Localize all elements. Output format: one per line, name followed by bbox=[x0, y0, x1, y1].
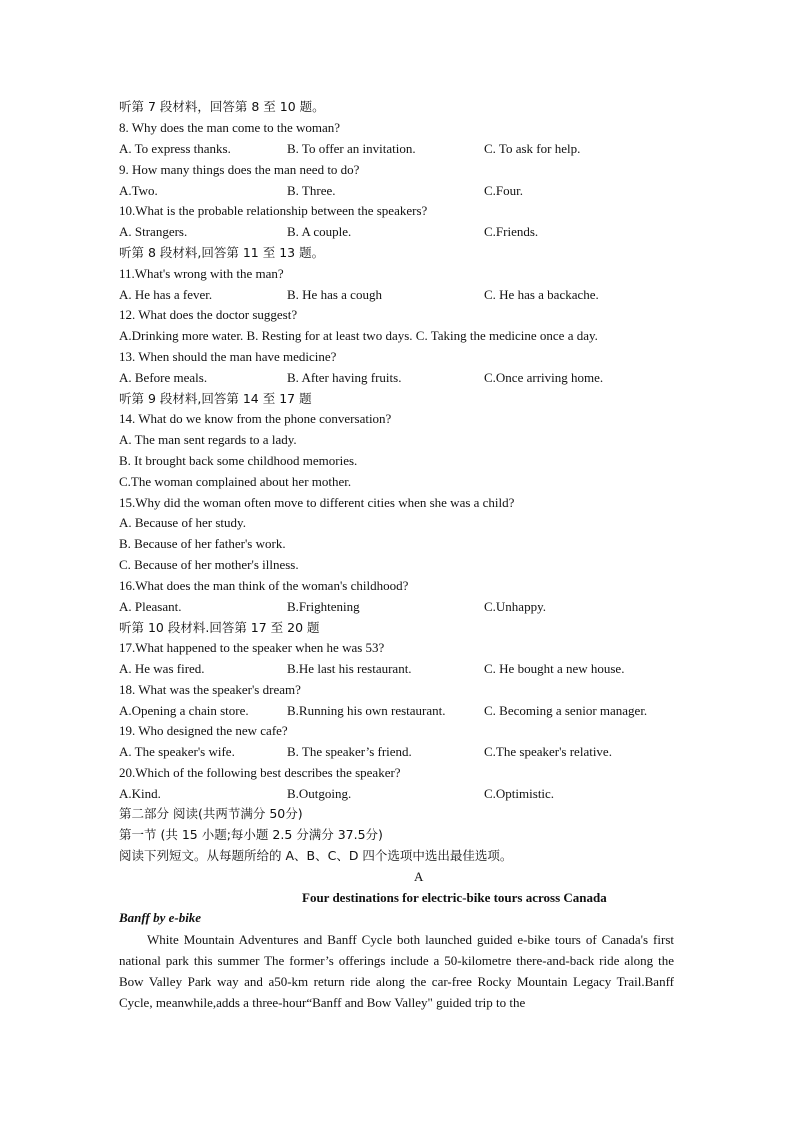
question-15: 15.Why did the woman often move to different cities when she was a child? bbox=[119, 495, 515, 510]
question-19: 19. Who designed the new cafe? bbox=[119, 723, 288, 738]
question-10: 10.What is the probable relationship between the speakers? bbox=[119, 203, 428, 218]
section-8-heading: 听第 8 段材料,回答第 11 至 13 题。 bbox=[119, 245, 325, 260]
q18-option-a: A.Opening a chain store. bbox=[119, 703, 249, 718]
q11-option-a: A. He has a fever. bbox=[119, 287, 213, 302]
part-2-heading: 第二部分 阅读(共两节满分 50分) bbox=[119, 806, 303, 821]
q13-option-b: B. After having fruits. bbox=[287, 370, 402, 385]
q19-option-b: B. The speaker’s friend. bbox=[287, 744, 412, 759]
q16-option-a: A. Pleasant. bbox=[119, 599, 182, 614]
section-7-heading: 听第 7 段材料，回答第 8 至 10 题。 bbox=[119, 99, 325, 114]
question-9: 9. How many things does the man need to do? bbox=[119, 162, 360, 177]
q17-option-a: A. He was fired. bbox=[119, 661, 205, 676]
question-18: 18. What was the speaker's dream? bbox=[119, 682, 301, 697]
q10-option-a: A. Strangers. bbox=[119, 224, 188, 239]
q19-option-c: C.The speaker's relative. bbox=[484, 744, 612, 759]
q18-option-c: C. Becoming a senior manager. bbox=[484, 703, 648, 718]
question-16: 16.What does the man think of the woman's childhood? bbox=[119, 578, 409, 593]
question-13: 13. When should the man have medicine? bbox=[119, 349, 337, 364]
q14-option-c: C.The woman complained about her mother. bbox=[119, 474, 352, 489]
q14-option-b: B. It brought back some childhood memories. bbox=[119, 453, 358, 468]
q12-options: A.Drinking more water. B. Resting for at least two days. C. Taking the medicine once a day. bbox=[119, 328, 598, 343]
q18-option-b: B.Running his own restaurant. bbox=[287, 703, 446, 718]
q8-option-a: A. To express thanks. bbox=[119, 141, 231, 156]
q19-option-a: A. The speaker's wife. bbox=[119, 744, 235, 759]
q17-option-c: C. He bought a new house. bbox=[484, 661, 625, 676]
section-9-heading: 听第 9 段材料,回答第 14 至 17 题 bbox=[119, 391, 312, 406]
q15-option-b: B. Because of her father's work. bbox=[119, 536, 286, 551]
q20-option-a: A.Kind. bbox=[119, 786, 161, 801]
q15-option-a: A. Because of her study. bbox=[119, 515, 246, 530]
q8-option-b: B. To offer an invitation. bbox=[287, 141, 416, 156]
question-14: 14. What do we know from the phone conversation? bbox=[119, 411, 392, 426]
passage-title: Four destinations for electric-bike tours across Canada bbox=[302, 890, 607, 905]
question-17: 17.What happened to the speaker when he was 53? bbox=[119, 640, 385, 655]
question-8: 8. Why does the man come to the woman? bbox=[119, 120, 341, 135]
q10-option-b: B. A couple. bbox=[287, 224, 352, 239]
passage-subhead: Banff by e-bike bbox=[119, 910, 202, 925]
q9-option-a: A.Two. bbox=[119, 183, 158, 198]
q11-option-b: B. He has a cough bbox=[287, 287, 382, 302]
reading-instruction: 阅读下列短文。从每题所给的 A、B、C、D 四个选项中选出最佳选项。 bbox=[119, 848, 513, 863]
q16-option-b: B.Frightening bbox=[287, 599, 360, 614]
passage-paragraph: White Mountain Adventures and Banff Cycle both launched guided e-bike tours of Canada's first national park this summer The former’s offerings include a 50-kilometre there-and-back ride along the Bow Valley Park way and a50-km return ride along the car-free Rocky Mountain Legacy Trail.Banff Cycle, meanwhile,adds a three-hour“Banff and Bow Valley" guided trip to the bbox=[119, 932, 674, 1010]
question-12: 12. What does the doctor suggest? bbox=[119, 307, 298, 322]
question-11: 11.What's wrong with the man? bbox=[119, 266, 284, 281]
q9-option-c: C.Four. bbox=[484, 183, 524, 198]
q13-option-a: A. Before meals. bbox=[119, 370, 208, 385]
q14-option-a: A. The man sent regards to a lady. bbox=[119, 432, 297, 447]
q20-option-b: B.Outgoing. bbox=[287, 786, 352, 801]
q9-option-b: B. Three. bbox=[287, 183, 336, 198]
question-20: 20.Which of the following best describes the speaker? bbox=[119, 765, 401, 780]
q16-option-c: C.Unhappy. bbox=[484, 599, 546, 614]
q8-option-c: C. To ask for help. bbox=[484, 141, 581, 156]
q15-option-c: C. Because of her mother's illness. bbox=[119, 557, 299, 572]
section-10-heading: 听第 10 段材料.回答第 17 至 20 题 bbox=[119, 620, 320, 635]
q10-option-c: C.Friends. bbox=[484, 224, 539, 239]
section-1-heading: 第一节 (共 15 小题;每小题 2.5 分满分 37.5分) bbox=[119, 827, 383, 842]
passage-letter: A bbox=[414, 869, 424, 884]
q11-option-c: C. He has a backache. bbox=[484, 287, 599, 302]
q20-option-c: C.Optimistic. bbox=[484, 786, 555, 801]
q13-option-c: C.Once arriving home. bbox=[484, 370, 604, 385]
q17-option-b: B.He last his restaurant. bbox=[287, 661, 412, 676]
